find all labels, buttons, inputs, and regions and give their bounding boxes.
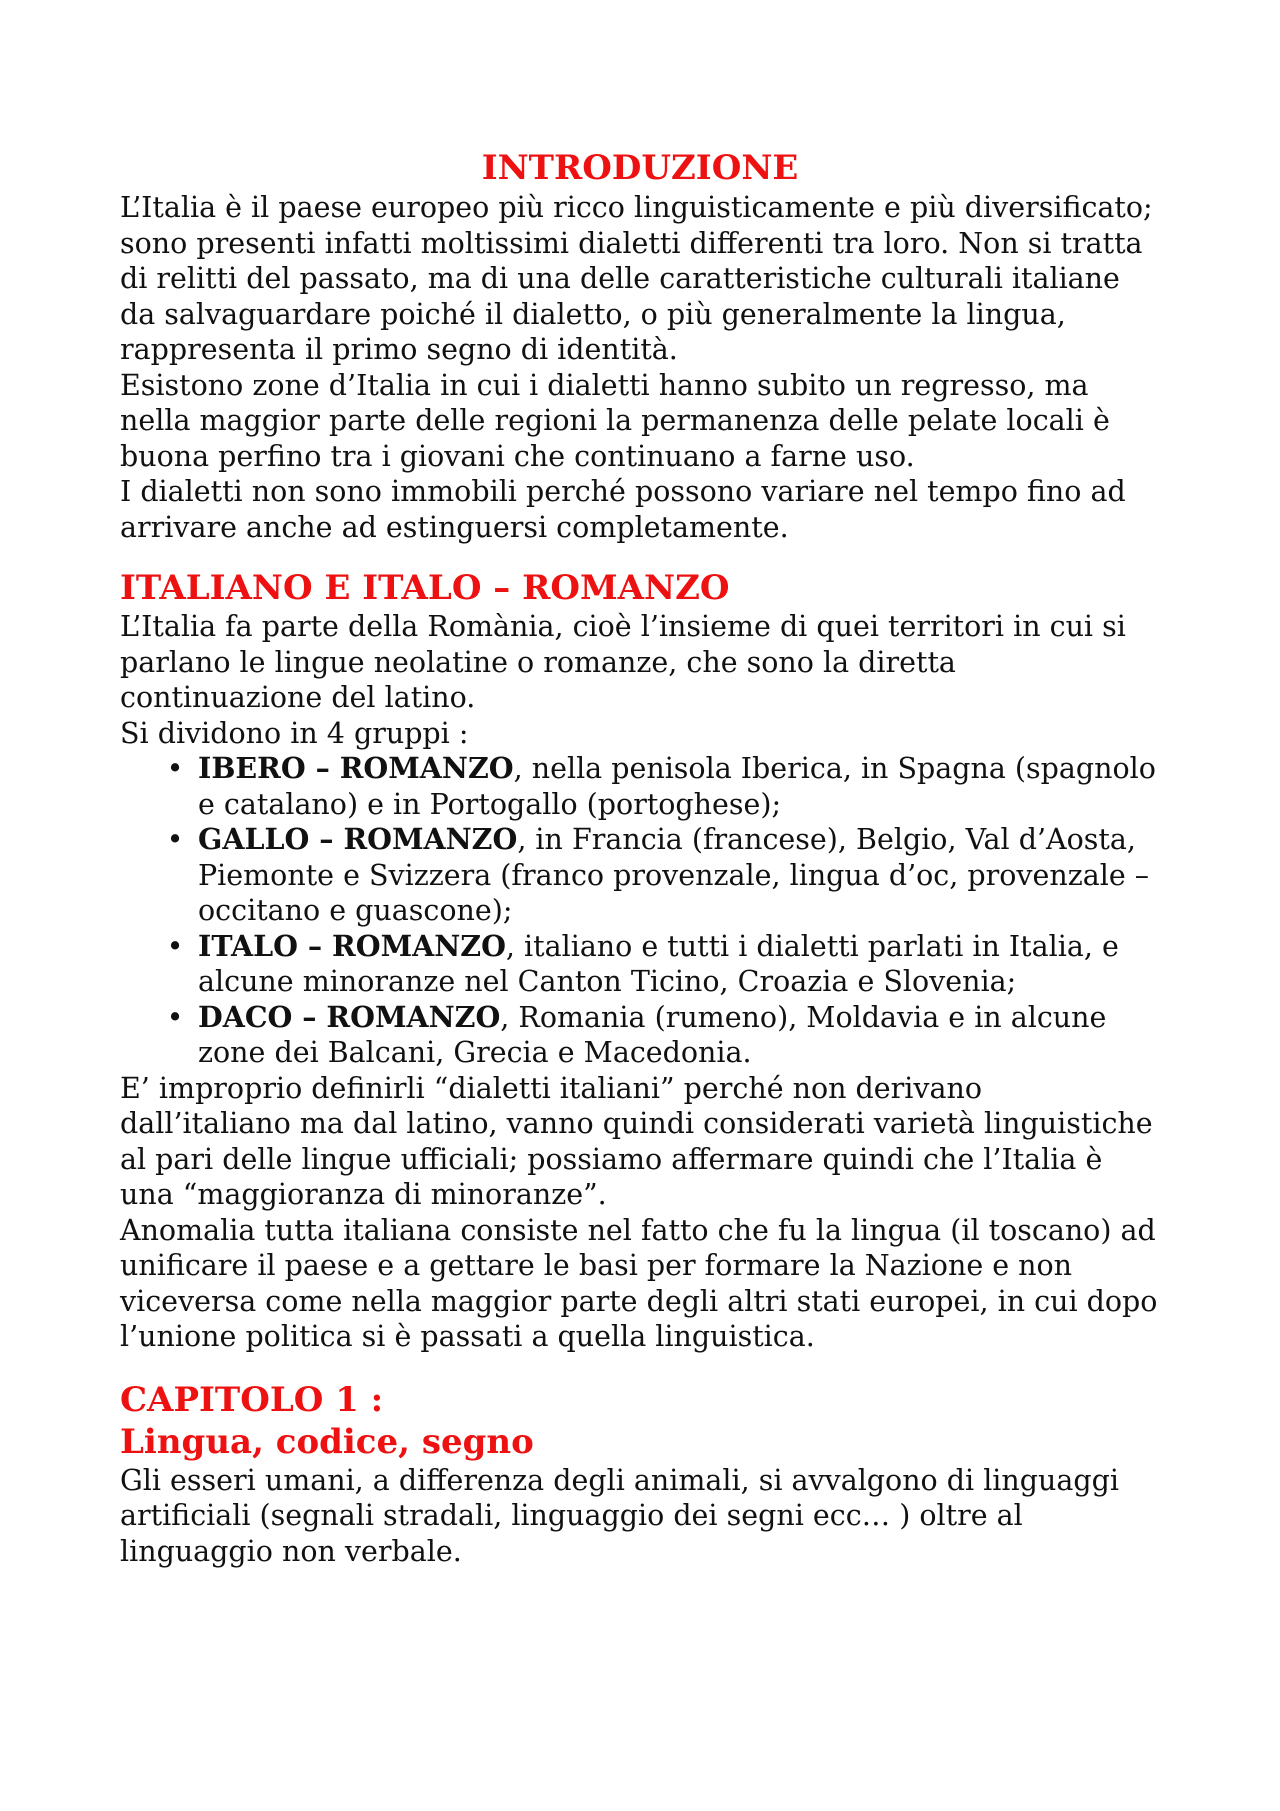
section-paragraph-romania: L’Italia fa parte della Romània, cioè l’insieme di quei territori in cui si parlano le lingue neolatine o romanze, che sono la diretta continuazione del latino. (120, 610, 1126, 714)
intro-paragraph-3: I dialetti non sono immobili perché possono variare nel tempo fino ad arrivare anche ad estinguersi completamente. (120, 475, 1126, 544)
group-description: , Romania (rumeno), Moldavia e in alcune zone dei Balcani, Grecia e Macedonia. (198, 1000, 1107, 1069)
chapter-heading: CAPITOLO 1 : (120, 1379, 384, 1420)
section-paragraph-improprio: E’ improprio definirli “dialetti italiani” perché non derivano dall’italiano ma dal latino, vanno quindi considerati varietà linguistiche al pari delle lingue ufficiali; possiamo affermare quindi che l’Italia è una “maggioranza di minoranze”. (120, 1071, 1153, 1211)
list-item (165, 822, 1160, 929)
group-description: , italiano e tutti i dialetti parlati in Italia, e alcune minoranze nel Canton Ticino, Croazia e Slovenia; (198, 929, 1119, 998)
bullet-icon: • (166, 752, 184, 785)
bullet-icon: • (166, 823, 184, 856)
groups-intro: Si dividono in 4 gruppi : (120, 716, 469, 750)
section-heading-italiano: ITALIANO E ITALO – ROMANZO (120, 568, 730, 608)
chapter-paragraph: Gli esseri umani, a differenza degli animali, si avvalgono di linguaggi artificiali (segnali stradali, linguaggio dei segni ecc… ) oltre al linguaggio non verbale. (120, 1463, 1119, 1568)
group-name: DACO – ROMANZO (198, 999, 501, 1034)
group-description: , in Francia (francese), Belgio, Val d’Aosta, Piemonte e Svizzera (franco provenzale, lingua d’oc, provenzale – occitano e guascone); (198, 823, 1150, 927)
intro-paragraph-2: Esistono zone d’Italia in cui i dialetti hanno subito un regresso, ma nella maggior parte delle regioni la permanenza delle pelate locali è buona perfino tra i giovani che continuano a farne uso. (120, 368, 1110, 473)
bullet-icon: • (166, 1000, 184, 1034)
list-item (165, 751, 1160, 822)
groups-list (120, 751, 1160, 1071)
group-name: ITALO – ROMANZO (198, 928, 506, 963)
intro-title: INTRODUZIONE (481, 148, 799, 188)
list-item (165, 929, 1160, 1000)
list-item (165, 1000, 1160, 1071)
group-description: , nella penisola Iberica, in Spagna (spagnolo e catalano) e in Portogallo (portoghese); (198, 752, 1156, 821)
group-name: GALLO – ROMANZO (198, 822, 518, 856)
intro-paragraph-1: L’Italia è il paese europeo più ricco linguisticamente e più diversificato; sono presenti infatti moltissimi dialetti differenti tra loro. Non si tratta di relitti del passato, ma di una delle caratteristiche culturali italiane da salvaguardare poiché il dialetto, o più generalmente la lingua, rappresenta il primo segno di identità. (120, 191, 1153, 366)
group-name: IBERO – ROMANZO (198, 751, 514, 785)
bullet-icon: • (166, 929, 184, 963)
section-paragraph-anomalia: Anomalia tutta italiana consiste nel fatto che fu la lingua (il toscano) ad unificare il paese e a gettare le basi per formare la Nazione e non viceversa come nella maggior parte degli altri stati europei, in cui dopo l’unione politica si è passati a quella linguistica. (120, 1213, 1158, 1353)
chapter-subtitle: Lingua, codice, segno (120, 1421, 534, 1462)
